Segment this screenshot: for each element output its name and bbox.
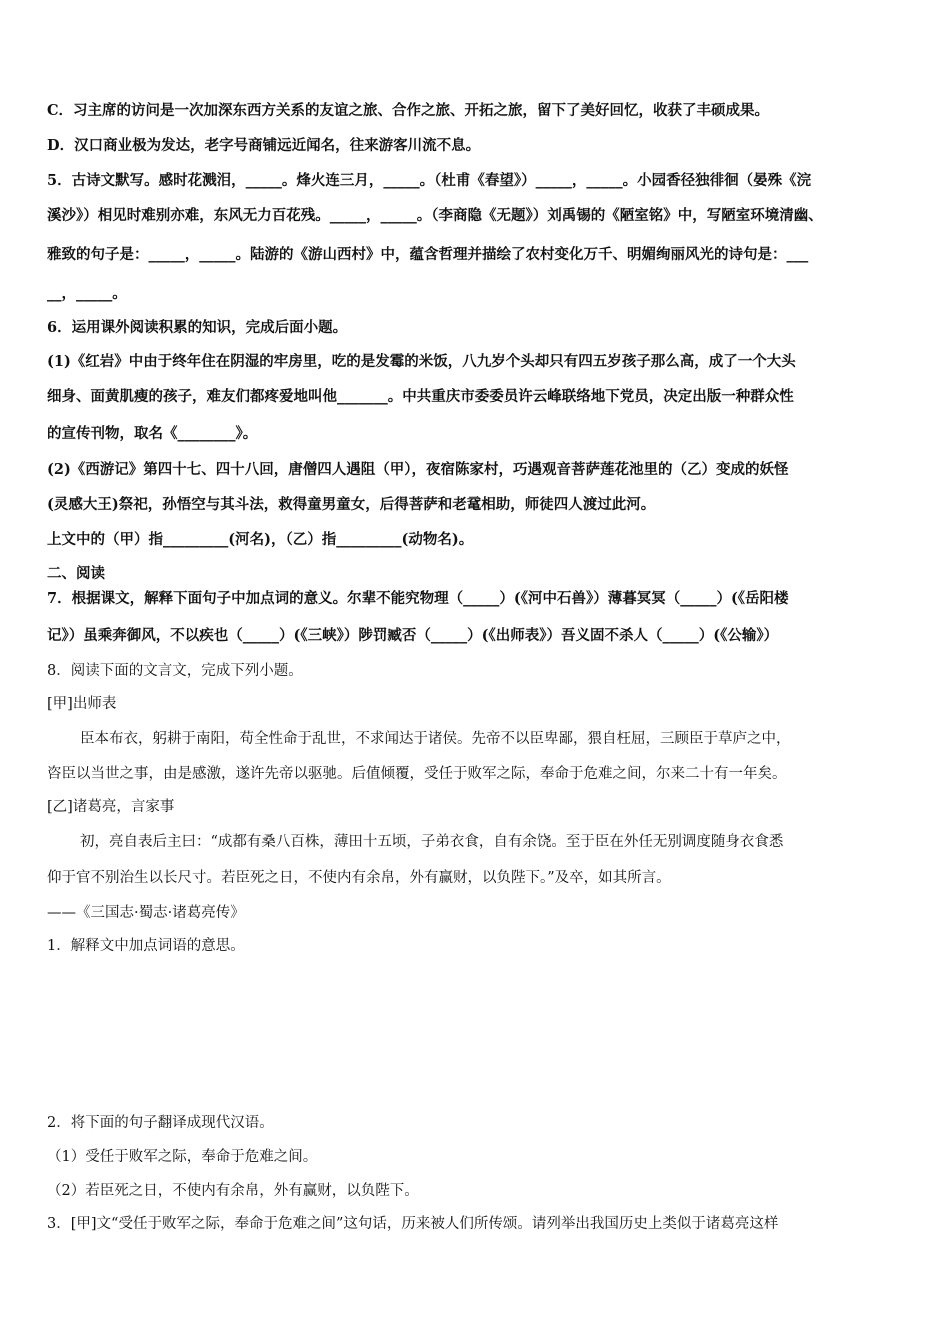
- q7-line-2: 记》）虽乘奔御风，不以疾也（_____）(《三峡》）陟罚臧否（_____）(《出师表》）吾义固不杀人（_____）(《公输》）: [47, 627, 779, 644]
- section-heading-reading: 二、阅读: [47, 565, 105, 582]
- q6-part2-line2: (灵感大王)祭祀，孙悟空与其斗法，救得童男童女，后得菩萨和老鼋相助，师徒四人渡过此河。: [47, 496, 656, 513]
- q8-sub2: 2．将下面的句子翻译成现代汉语。: [47, 1115, 274, 1131]
- q6-part1-line3: 的宣传刊物，取名《________》。: [47, 425, 258, 442]
- q6-part1-line2: 细身、面黄肌瘦的孩子，难友们都疼爱地叫他_______。中共重庆市委委员许云峰联络地下党员，决定出版一种群众性: [47, 388, 794, 405]
- q8-sub1: 1．解释文中加点词语的意思。: [47, 938, 245, 954]
- passage-jia-title: [甲]出师表: [47, 696, 117, 712]
- q5-line-1: 5．古诗文默写。感时花溅泪，_____。烽火连三月，_____。（杜甫《春望》）_____，_____。小园香径独徘徊（晏殊《浣: [47, 172, 812, 189]
- q8-translate-2: （2）若臣死之日，不使内有余帛，外有赢财，以负陛下。: [47, 1183, 419, 1199]
- passage-yi-line2: 仰于官不别治生以长尺寸。若臣死之日，不使内有余帛，外有赢财，以负陛下。”及卒，如其所言。: [47, 870, 671, 886]
- q4-option-d: D．汉口商业极为发达，老字号商铺远近闻名，往来游客川流不息。: [47, 137, 481, 154]
- q6-intro: 6．运用课外阅读积累的知识，完成后面小题。: [47, 319, 348, 336]
- q5-line-4: __，_____。: [47, 285, 127, 302]
- passage-jia-line1: 臣本布衣，躬耕于南阳，苟全性命于乱世，不求闻达于诸侯。先帝不以臣卑鄙，猥自枉屈，三顾臣于草庐之中，: [80, 731, 791, 747]
- q8-intro: 8．阅读下面的文言文，完成下列小题。: [47, 663, 303, 679]
- passage-yi-line1: 初，亮自表后主曰：“成都有桑八百株，薄田十五顷，子弟衣食，自有余饶。至于臣在外任无别调度随身衣食悉: [80, 834, 784, 850]
- q6-part1-line1: (1)《红岩》中由于终年住在阴湿的牢房里，吃的是发霉的米饭，八九岁个头却只有四五岁孩子那么高，成了一个大头: [47, 353, 796, 370]
- q5-line-2: 溪沙》）相见时难别亦难，东风无力百花残。_____，_____。（李商隐《无题》）刘禹锡的《陋室铭》中，写陋室环境清幽、: [47, 207, 823, 224]
- q6-part2-line1: (2)《西游记》第四十七、四十八回，唐僧四人遇阻（甲），夜宿陈家村，巧遇观音菩萨莲花池里的（乙）变成的妖怪: [47, 461, 789, 478]
- q8-translate-1: （1）受任于败军之际，奉命于危难之间。: [47, 1149, 318, 1165]
- q4-option-c: C．习主席的访问是一次加深东西方关系的友谊之旅、合作之旅、开拓之旅，留下了美好回忆，收获了丰硕成果。: [47, 102, 770, 119]
- q6-part2-line3: 上文中的（甲）指_________(河名)，（乙）指_________(动物名)。: [47, 531, 474, 548]
- passage-source: ——《三国志·蜀志·诸葛亮传》: [47, 905, 245, 921]
- q5-line-3: 雅致的句子是：_____，_____。陆游的《游山西村》中，蕴含哲理并描绘了农村变化万千、明媚绚丽风光的诗句是：___: [47, 246, 809, 263]
- q7-line-1: 7．根据课文，解释下面句子中加点词的意义。尔辈不能究物理（_____）(《河中石兽》）薄暮冥冥（_____）(《岳阳楼: [47, 590, 789, 607]
- passage-jia-line2: 咨臣以当世之事，由是感激，遂许先帝以驱驰。后值倾覆，受任于败军之际，奉命于危难之间，尔来二十有一年矣。: [47, 766, 787, 782]
- passage-yi-title: [乙]诸葛亮，言家事: [47, 799, 175, 815]
- q8-sub3: 3．[甲]文“受任于败军之际，奉命于危难之间”这句话，历来被人们所传颂。请列举出我国历史上类似于诸葛亮这样: [47, 1216, 779, 1232]
